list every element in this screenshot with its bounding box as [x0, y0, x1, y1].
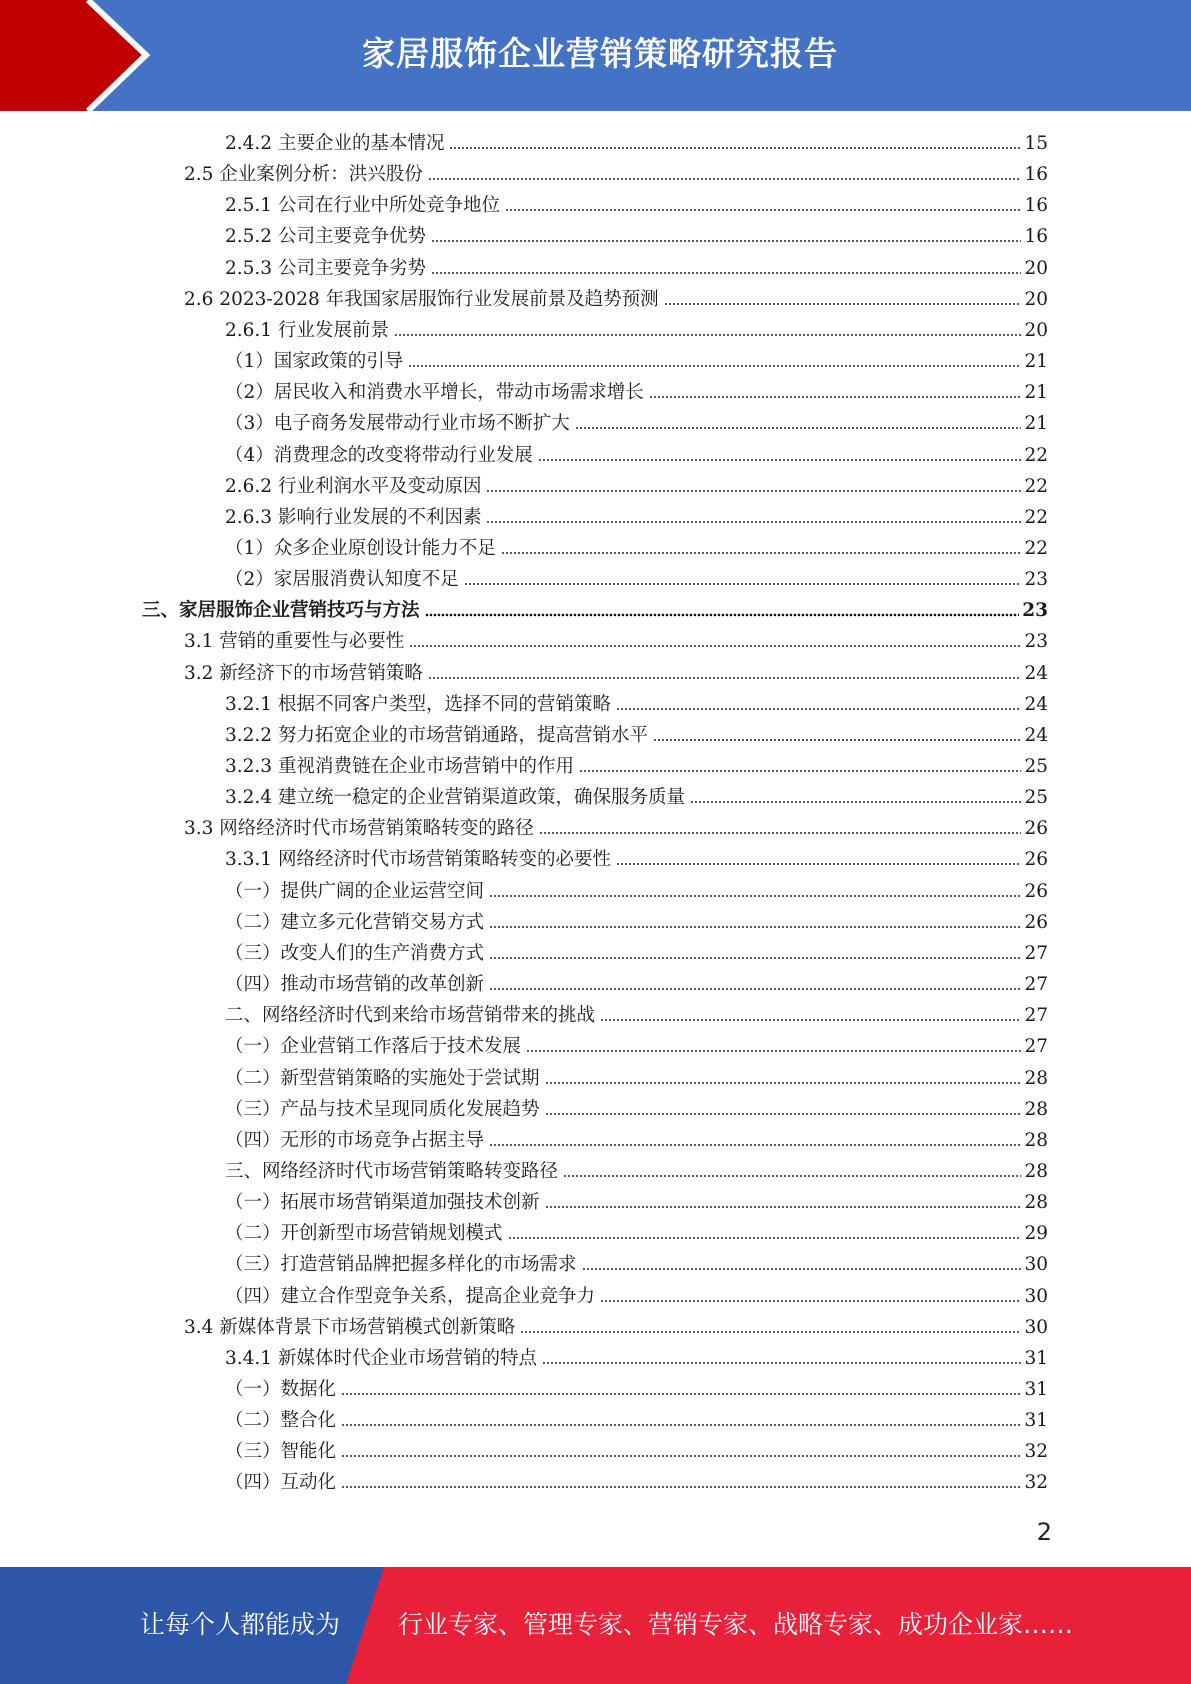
toc-entry[interactable] [225, 720, 1048, 748]
toc-entry[interactable] [225, 1156, 1048, 1184]
toc-entry-label: 2.6.1 行业发展前景 [225, 320, 389, 341]
toc-dot-leader [489, 987, 1021, 992]
toc-dot-leader [341, 1454, 1021, 1459]
page-footer [0, 1567, 1191, 1684]
toc-entry[interactable] [225, 1343, 1048, 1371]
toc-entry[interactable] [225, 1000, 1048, 1028]
toc-dot-leader [464, 582, 1022, 587]
toc-entry-page: 28 [1024, 1068, 1048, 1089]
toc-entry-page: 29 [1024, 1223, 1048, 1244]
toc-entry[interactable] [225, 502, 1048, 530]
toc-entry-label: 2.6 2023-2028 年我国家居服饰行业发展前景及趋势预测 [184, 289, 659, 310]
toc-dot-leader [579, 769, 1021, 774]
toc-dot-leader [486, 489, 1021, 494]
toc-entry-page: 25 [1024, 756, 1048, 777]
toc-dot-leader [526, 1049, 1021, 1054]
toc-entry-label: 三、网络经济时代市场营销策略转变路径 [225, 1161, 559, 1182]
toc-entry-label: （2）家居服消费认知度不足 [225, 569, 459, 590]
toc-entry-page: 22 [1024, 507, 1048, 528]
toc-entry-label: 3.4 新媒体背景下市场营销模式创新策略 [184, 1317, 516, 1338]
toc-entry[interactable] [225, 533, 1048, 561]
toc-entry-page: 30 [1024, 1317, 1048, 1338]
toc-entry[interactable] [225, 221, 1048, 249]
footer-slogan-list: 行业专家、管理专家、营销专家、战略专家、成功企业家…… [398, 1610, 1074, 1639]
toc-dot-leader [428, 676, 1022, 681]
toc-entry-page: 21 [1024, 351, 1048, 372]
toc-dot-leader [538, 458, 1022, 463]
toc-dot-leader [489, 894, 1021, 899]
toc-dot-leader [575, 426, 1022, 431]
toc-entry-page: 30 [1024, 1254, 1048, 1275]
toc-dot-leader [341, 1423, 1021, 1428]
toc-dot-leader [563, 1174, 1021, 1179]
toc-dot-leader [690, 800, 1021, 805]
toc-entry[interactable] [225, 1094, 1048, 1122]
toc-entry[interactable] [225, 751, 1048, 779]
toc-entry-label: （四）无形的市场竞争占据主导 [225, 1130, 485, 1151]
toc-entry-page: 27 [1024, 974, 1048, 995]
toc-entry-page: 21 [1024, 413, 1048, 434]
toc-entry-label: （一）数据化 [225, 1379, 337, 1400]
toc-entry-page: 31 [1024, 1379, 1048, 1400]
toc-entry[interactable] [225, 1374, 1048, 1402]
toc-entry[interactable] [225, 844, 1048, 872]
document-title: 家居服饰企业营销策略研究报告 [362, 34, 838, 73]
toc-entry-page: 26 [1024, 881, 1048, 902]
toc-entry[interactable] [184, 813, 1048, 841]
toc-entry-label: 3.2.2 努力拓宽企业的市场营销通路，提高营销水平 [225, 725, 648, 746]
toc-entry-label: （一）企业营销工作落后于技术发展 [225, 1036, 522, 1057]
toc-entry-label: 3.3 网络经济时代市场营销策略转变的路径 [184, 818, 534, 839]
toc-entry[interactable] [225, 315, 1048, 343]
toc-entry-label: 3.2.3 重视消费链在企业市场营销中的作用 [225, 756, 574, 777]
toc-dot-leader [428, 177, 1022, 182]
toc-dot-leader [408, 364, 1021, 369]
toc-dot-leader [508, 1236, 1022, 1241]
toc-entry[interactable] [225, 1125, 1048, 1153]
toc-dot-leader [431, 271, 1021, 276]
toc-entry[interactable] [225, 1249, 1048, 1277]
toc-dot-leader [542, 1361, 1021, 1366]
toc-entry[interactable] [184, 658, 1048, 686]
toc-entry-label: 2.6.3 影响行业发展的不利因素 [225, 507, 482, 528]
toc-entry-page: 24 [1024, 725, 1048, 746]
toc-entry[interactable] [225, 1281, 1048, 1309]
toc-entry[interactable] [184, 626, 1048, 654]
page-number: 2 [1036, 1518, 1052, 1546]
toc-entry-label: 3.4.1 新媒体时代企业市场营销的特点 [225, 1348, 537, 1369]
toc-entry-page: 15 [1024, 133, 1048, 154]
toc-dot-leader [600, 1299, 1021, 1304]
toc-dot-leader [616, 862, 1021, 867]
toc-entry-label: （二）新型营销策略的实施处于尝试期 [225, 1068, 540, 1089]
toc-entry-page: 31 [1024, 1410, 1048, 1431]
toc-entry-label: （2）居民收入和消费水平增长，带动市场需求增长 [225, 382, 644, 403]
toc-entry-label: （三）智能化 [225, 1441, 337, 1462]
toc-entry[interactable] [225, 782, 1048, 810]
toc-entry[interactable] [225, 689, 1048, 717]
toc-entry[interactable] [225, 876, 1048, 904]
toc-entry-page: 27 [1024, 1005, 1048, 1026]
toc-entry-label: （二）整合化 [225, 1410, 337, 1431]
toc-entry[interactable] [225, 408, 1048, 436]
toc-entry-page: 20 [1024, 320, 1048, 341]
page-header [0, 0, 1191, 111]
toc-entry-label: 2.4.2 主要企业的基本情况 [225, 133, 445, 154]
toc-entry-page: 28 [1024, 1130, 1048, 1151]
toc-entry-label: （1）国家政策的引导 [225, 351, 404, 372]
toc-entry-page: 20 [1024, 289, 1048, 310]
toc-entry-label: （二）建立多元化营销交易方式 [225, 912, 485, 933]
toc-entry[interactable] [225, 128, 1048, 156]
toc-entry[interactable] [184, 159, 1048, 187]
toc-entry-page: 31 [1024, 1348, 1048, 1369]
toc-dot-leader [409, 644, 1021, 649]
toc-dot-leader [545, 1081, 1022, 1086]
toc-dot-leader [600, 1018, 1021, 1023]
toc-entry-label: 3.2 新经济下的市场营销策略 [184, 663, 423, 684]
toc-entry-label: 2.5.2 公司主要竞争优势 [225, 226, 426, 247]
toc-entry[interactable] [225, 1218, 1048, 1246]
footer-slogan-lead: 让每个人都能成为 [140, 1610, 341, 1639]
toc-dot-leader [431, 239, 1021, 244]
toc-entry[interactable] [225, 969, 1048, 997]
toc-entry[interactable] [184, 284, 1048, 312]
toc-entry-label: （四）建立合作型竞争关系，提高企业竞争力 [225, 1286, 596, 1307]
toc-entry[interactable] [225, 1405, 1048, 1433]
toc-entry-page: 24 [1024, 663, 1048, 684]
toc-entry-label: 2.6.2 行业利润水平及变动原因 [225, 476, 482, 497]
toc-entry-page: 16 [1024, 195, 1048, 216]
toc-entry-label: 3.2.4 建立统一稳定的企业营销渠道政策，确保服务质量 [225, 787, 685, 808]
toc-entry-page: 24 [1024, 694, 1048, 715]
toc-entry-label: （4）消费理念的改变将带动行业发展 [225, 445, 533, 466]
toc-entry-page: 32 [1024, 1441, 1048, 1462]
toc-entry[interactable] [225, 190, 1048, 218]
toc-entry[interactable] [225, 1467, 1048, 1495]
toc-entry-page: 16 [1024, 164, 1048, 185]
toc-dot-leader [341, 1392, 1021, 1397]
toc-entry-label: （三）打造营销品牌把握多样化的市场需求 [225, 1254, 577, 1275]
toc-entry-label: （3）电子商务发展带动行业市场不断扩大 [225, 413, 570, 434]
toc-dot-leader [582, 1267, 1022, 1272]
toc-entry-label: 2.5 企业案例分析：洪兴股份 [184, 164, 423, 185]
toc-entry[interactable] [225, 1187, 1048, 1215]
toc-dot-leader [545, 1205, 1022, 1210]
toc-entry-label: （一）拓展市场营销渠道加强技术创新 [225, 1192, 540, 1213]
toc-entry-label: （二）开创新型市场营销规划模式 [225, 1223, 503, 1244]
toc-entry-page: 22 [1024, 538, 1048, 559]
toc-entry[interactable] [225, 1063, 1048, 1091]
toc-entry[interactable] [142, 595, 1048, 623]
toc-dot-leader [664, 302, 1022, 307]
toc-entry-label: （一）提供广阔的企业运营空间 [225, 881, 485, 902]
toc-entry-label: 3.2.1 根据不同客户类型，选择不同的营销策略 [225, 694, 611, 715]
toc-dot-leader [489, 1143, 1021, 1148]
toc-entry-page: 26 [1024, 912, 1048, 933]
toc-entry-page: 27 [1024, 943, 1048, 964]
toc-dot-leader [539, 831, 1022, 836]
toc-dot-leader [425, 613, 1020, 618]
toc-entry[interactable] [184, 1312, 1048, 1340]
toc-entry[interactable] [225, 471, 1048, 499]
toc-entry-page: 23 [1022, 600, 1048, 621]
toc-entry-label: （1）众多企业原创设计能力不足 [225, 538, 496, 559]
toc-dot-leader [394, 333, 1021, 338]
toc-entry-label: 3.3.1 网络经济时代市场营销策略转变的必要性 [225, 849, 611, 870]
toc-entry-label: （四）互动化 [225, 1472, 337, 1493]
toc-entry[interactable] [225, 253, 1048, 281]
toc-dot-leader [520, 1330, 1021, 1335]
toc-dot-leader [649, 395, 1022, 400]
toc-entry[interactable] [225, 938, 1048, 966]
toc-dot-leader [489, 956, 1021, 961]
toc-dot-leader [341, 1485, 1021, 1490]
toc-entry[interactable] [225, 377, 1048, 405]
toc-entry-label: 2.5.3 公司主要竞争劣势 [225, 258, 426, 279]
toc-entry-page: 28 [1024, 1099, 1048, 1120]
toc-entry-label: （四）推动市场营销的改革创新 [225, 974, 485, 995]
toc-dot-leader [489, 925, 1021, 930]
toc-dot-leader [449, 146, 1021, 151]
toc-dot-leader [505, 208, 1021, 213]
toc-entry[interactable] [225, 1436, 1048, 1464]
toc-dot-leader [545, 1112, 1022, 1117]
toc-entry-page: 28 [1024, 1161, 1048, 1182]
toc-entry[interactable] [225, 346, 1048, 374]
toc-entry-label: 3.1 营销的重要性与必要性 [184, 631, 405, 652]
toc-entry[interactable] [225, 907, 1048, 935]
toc-dot-leader [501, 551, 1022, 556]
toc-entry[interactable] [225, 1031, 1048, 1059]
toc-dot-leader [616, 707, 1021, 712]
toc-dot-leader [486, 520, 1021, 525]
toc-entry-page: 20 [1024, 258, 1048, 279]
toc-entry[interactable] [225, 440, 1048, 468]
toc-entry-page: 23 [1024, 569, 1048, 590]
toc-dot-leader [653, 738, 1021, 743]
toc-entry-label: （三）产品与技术呈现同质化发展趋势 [225, 1099, 540, 1120]
toc-entry-page: 25 [1024, 787, 1048, 808]
toc-entry-page: 27 [1024, 1036, 1048, 1057]
toc-entry-page: 26 [1024, 849, 1048, 870]
toc-entry-page: 32 [1024, 1472, 1048, 1493]
toc-entry-page: 28 [1024, 1192, 1048, 1213]
toc-entry-label: 三、家居服饰企业营销技巧与方法 [142, 600, 420, 621]
toc-entry-label: （三）改变人们的生产消费方式 [225, 943, 485, 964]
toc-entry-page: 22 [1024, 445, 1048, 466]
toc-entry-page: 23 [1024, 631, 1048, 652]
toc-entry-page: 26 [1024, 818, 1048, 839]
toc-entry-page: 30 [1024, 1286, 1048, 1307]
toc-entry[interactable] [225, 564, 1048, 592]
toc-entry-page: 22 [1024, 476, 1048, 497]
toc-entry-label: 二、网络经济时代到来给市场营销带来的挑战 [225, 1005, 596, 1026]
toc-entry-page: 21 [1024, 382, 1048, 403]
toc-entry-label: 2.5.1 公司在行业中所处竞争地位 [225, 195, 500, 216]
toc-entry-page: 16 [1024, 226, 1048, 247]
